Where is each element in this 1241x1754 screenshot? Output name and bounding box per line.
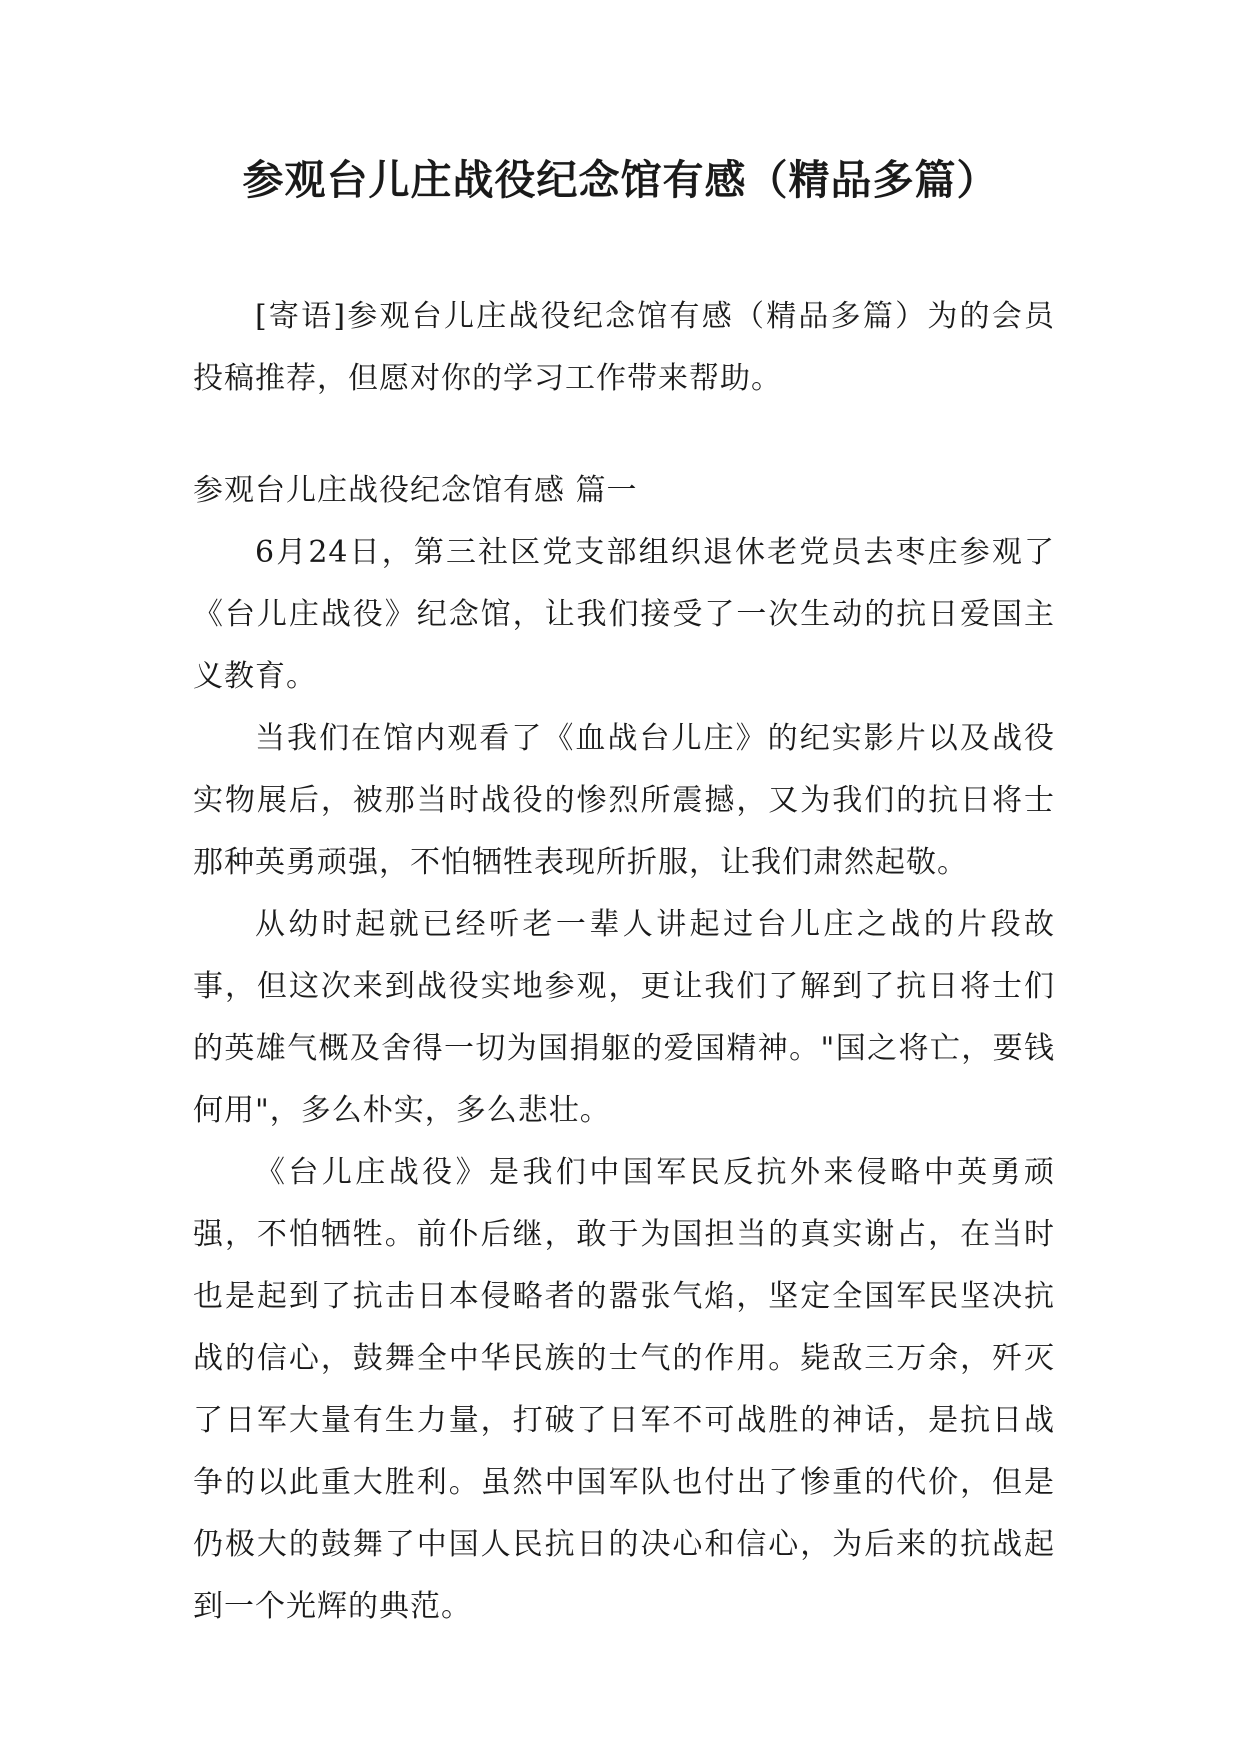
- paragraph: 从幼时起就已经听老一辈人讲起过台儿庄之战的片段故事，但这次来到战役实地参观，更让我们了解到了抗日将士们的英雄气概及舍得一切为国捐躯的爱国精神。"国之将亡，要钱何用"，多么朴实，多么悲壮。: [193, 907, 1055, 1128]
- intro-paragraph: [寄语]参观台儿庄战役纪念馆有感（精品多篇）为的会员投稿推荐，但愿对你的学习工作带来帮助。: [193, 299, 1055, 396]
- document-title: 参观台儿庄战役纪念馆有感（精品多篇）: [242, 156, 999, 204]
- paragraph: 当我们在馆内观看了《血战台儿庄》的纪实影片以及战役实物展后，被那当时战役的惨烈所震撼，又为我们的抗日将士那种英勇顽强，不怕牺牲表现所折服，让我们肃然起敬。: [193, 721, 1055, 880]
- section-heading: 参观台儿庄战役纪念馆有感 篇一: [193, 473, 638, 508]
- paragraph: 《台儿庄战役》是我们中国军民反抗外来侵略中英勇顽强，不怕牺牲。前仆后继，敢于为国担当的真实谢占，在当时也是起到了抗击日本侵略者的嚣张气焰，坚定全国军民坚决抗战的信心，鼓舞全中华民族的士气的作用。毙敌三万余，歼灭了日军大量有生力量，打破了日军不可战胜的神话，是抗日战争的以此重大胜利。虽然中国军队也付出了惨重的代价，但是仍极大的鼓舞了中国人民抗日的决心和信心，为后来的抗战起到一个光辉的典范。: [193, 1155, 1055, 1624]
- article-body: [193, 522, 1055, 1638]
- paragraph: 6月24日，第三社区党支部组织退休老党员去枣庄参观了《台儿庄战役》纪念馆，让我们接受了一次生动的抗日爱国主义教育。: [193, 535, 1055, 694]
